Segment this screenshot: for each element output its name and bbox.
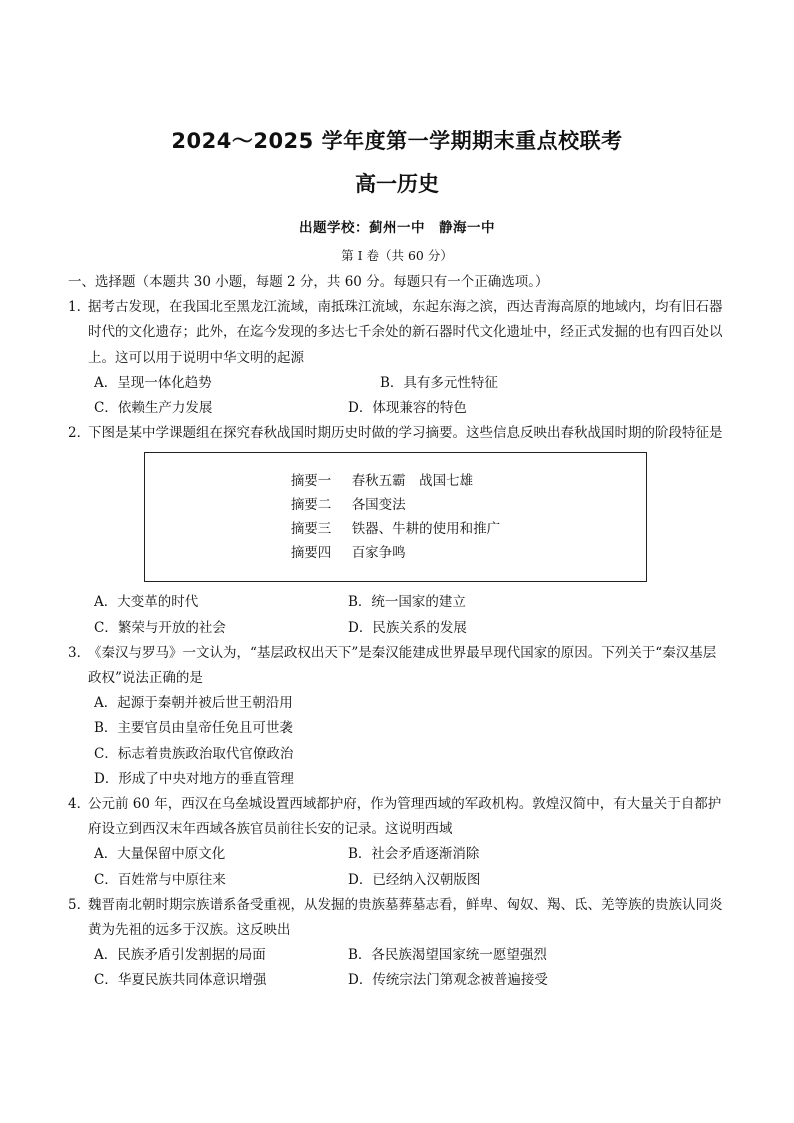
summary-text: 铁器、牛耕的使用和推广 <box>351 521 501 538</box>
question-number: 4． <box>68 796 91 813</box>
option-c[interactable]: C．百姓常与中原往来 <box>94 871 226 888</box>
section-heading: 一、选择题（本题共 30 小题，每题 2 分，共 60 分。每题只有一个正确选项。） <box>68 274 549 290</box>
summary-text: 各国变法 <box>351 497 406 514</box>
question-section <box>68 270 728 994</box>
option-c[interactable]: C．繁荣与开放的社会 <box>94 619 226 636</box>
option-d[interactable]: D．传统宗法门第观念被普遍接受 <box>348 972 548 989</box>
options <box>68 943 728 993</box>
option-a[interactable]: A．民族矛盾引发割据的局面 <box>94 947 266 964</box>
option-b[interactable]: B．各民族渴望国家统一愿望强烈 <box>348 947 547 964</box>
question-1 <box>68 295 728 421</box>
summary-label: 摘要二 <box>290 497 332 514</box>
summary-line <box>291 469 500 493</box>
option-b[interactable]: B．具有多元性特征 <box>380 374 498 391</box>
question-stem: 魏晋南北朝时期宗族谱系备受重视，从发掘的贵族墓葬墓志看，鲜卑、匈奴、羯、氐、羌等族的贵族认同炎黄为先祖的远多于汉族。这反映出 <box>88 896 723 939</box>
question-number: 5． <box>68 896 91 913</box>
options <box>68 371 728 421</box>
option-d[interactable]: D．形成了中央对地方的垂直管理 <box>94 770 294 787</box>
option-a[interactable]: A．呈现一体化趋势 <box>94 374 212 391</box>
question-stem: 下图是某中学课题组在探究春秋战国时期历史时做的学习摘要。这些信息反映出春秋战国时期的阶段特征是 <box>88 425 723 442</box>
option-b[interactable]: B．社会矛盾逐渐消除 <box>348 846 480 863</box>
question-4 <box>68 792 728 893</box>
question-stem: 公元前 60 年，西汉在乌垒城设置西域都护府，作为管理西域的军政机构。敦煌汉简中，有大量关于自都护府设立到西汉末年西域各族官员前往长安的记录。这说明西域 <box>88 796 722 838</box>
option-c[interactable]: C．标志着贵族政治取代官僚政治 <box>94 745 294 762</box>
option-b[interactable]: B．主要官员由皇帝任免且可世袭 <box>94 720 293 737</box>
options <box>68 691 728 792</box>
summary-box <box>144 452 647 582</box>
question-5 <box>68 893 728 994</box>
option-d[interactable]: D．已经纳入汉朝版图 <box>348 871 481 888</box>
options <box>68 590 728 640</box>
question-number: 1． <box>68 299 91 316</box>
options <box>68 842 728 892</box>
option-a[interactable]: A．起源于秦朝并被后世王朝沿用 <box>94 695 293 712</box>
summary-label: 摘要四 <box>290 545 332 562</box>
exam-title: 2024～2025 学年度第一学期期末重点校联考 <box>171 129 623 153</box>
volume-heading: 第 I 卷（共 60 分） <box>341 248 453 263</box>
summary-line <box>291 493 500 517</box>
summary-text: 春秋五霸 战国七雄 <box>351 473 474 490</box>
summary-label: 摘要一 <box>290 473 332 490</box>
question-stem: 《秦汉与罗马》一文认为，“基层政权出天下”是秦汉能建成世界最早现代国家的原因。下列关于“秦汉基层政权”说法正确的是 <box>88 644 717 687</box>
option-d[interactable]: D．民族关系的发展 <box>348 619 467 636</box>
subject-title: 高一历史 <box>355 172 439 196</box>
option-a[interactable]: A．大变革的时代 <box>94 594 199 611</box>
summary-text: 百家争鸣 <box>351 545 406 562</box>
question-stem: 据考古发现，在我国北至黑龙江流域，南抵珠江流域，东起东海之滨，西达青海高原的地域内，均有旧石器时代的文化遗存；此外，在迄今发现的多达七千余处的新石器时代文化遗址中，经正式发掘的也有四百处以上。这可以用于说明中华文明的起源 <box>88 299 723 366</box>
summary-label: 摘要三 <box>290 521 332 538</box>
question-3 <box>68 641 728 792</box>
option-d[interactable]: D．体现兼容的特色 <box>348 400 467 417</box>
summary-line <box>291 517 500 541</box>
option-b[interactable]: B．统一国家的建立 <box>348 594 466 611</box>
question-2 <box>68 421 728 641</box>
summary-line <box>291 541 500 565</box>
option-c[interactable]: C．华夏民族共同体意识增强 <box>94 972 267 989</box>
question-number: 2． <box>68 425 91 442</box>
setter-schools: 出题学校：蓟州一中 静海一中 <box>299 220 495 236</box>
question-number: 3． <box>68 644 91 661</box>
option-a[interactable]: A．大量保留中原文化 <box>94 846 226 863</box>
option-c[interactable]: C．依赖生产力发展 <box>94 400 213 417</box>
